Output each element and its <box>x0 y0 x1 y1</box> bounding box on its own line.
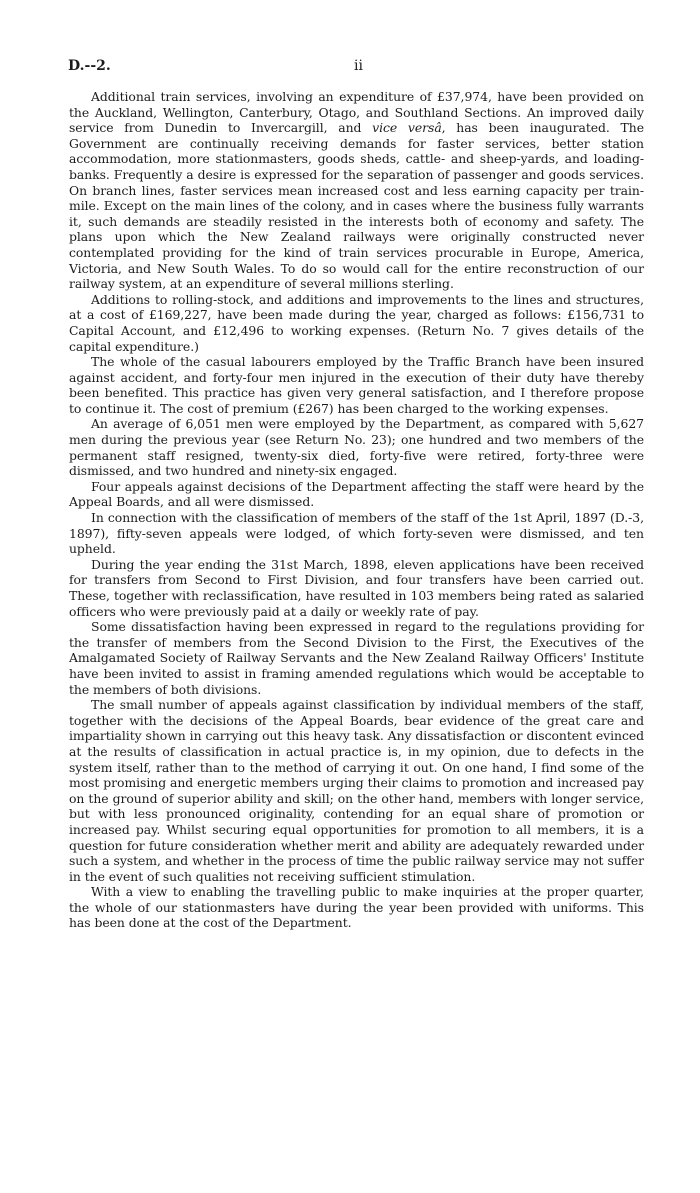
page-header <box>68 58 648 78</box>
page-number: ii <box>354 58 363 74</box>
paragraph-rolling-stock: Additions to rolling-stock, and additions and improvements to the lines and structures, at a cost of £169,227, have been made during the year, charged as follows: £156,731 to Capital Account, and £12,496 to working expenses. (Return No. 7 gives details of the capital expenditure.) <box>69 291 644 354</box>
paragraph-regulations: Some dissatisfaction having been expressed in regard to the regulations providing for the transfer of members from the Second Division to the First, the Executives of the Amalgamated Society of Railway Servants and the New Zealand Railway Officers' Institute have been invited to assist in framing amended regulations which would be acceptable to the members of both divisions. <box>69 619 644 697</box>
document-reference: D.--2. <box>68 58 111 74</box>
paragraph-staff-numbers: An average of 6,051 men were employed by the Department, as compared with 5,627 men during the previous year (see Return No. 23); one hundred and two members of the permanent staff resigned, twenty-six died, forty-five were retired, forty-three were dismissed, and two hundred and ninety-six engaged. <box>69 416 644 479</box>
paragraph-transfers: During the year ending the 31st March, 1898, eleven applications have been received for transfers from Second to First Division, and four transfers have been carried out. These, together with reclassification, have resulted in 103 members being rated as salaried officers who were previously paid at a daily or weekly rate of pay. <box>69 556 644 619</box>
italic-phrase: vice versâ <box>372 120 442 136</box>
paragraph-appeals-classification: The small number of appeals against classification by individual members of the staff, together with the decisions of the Appeal Boards, bear evidence of the great care and impartiality shown in carrying out this heavy task. Any dissatisfaction or discontent evinced at the results of classification in actual practice is, in my opinion, due to defects in the system itself, rather than to the method of carrying it out. On one hand, I find some of the most promising and energetic members urging their claims to promotion and increased pay on the ground of superior ability and skill; on the other hand, members with longer service, but with less pronounced originality, contending for an equal share of promotion or increased pay. Whilst securing equal opportunities for promotion to all members, it is a question for future consideration whether merit and ability are adequately rewarded under such a system, and whether in the process of time the public railway service may not suffer in the event of such qualities not receiving sufficient stimulation. <box>69 697 644 884</box>
paragraph-uniforms: With a view to enabling the travelling public to make inquiries at the proper quarter, the whole of our stationmasters have during the year been provided with uniforms. This has been done at the cost of the Department. <box>69 884 644 931</box>
paragraph-classification: In connection with the classification of members of the staff of the 1st April, 1897 (D.-3, 1897), fifty-seven appeals were lodged, of which forty-seven were dismissed, and ten upheld. <box>69 510 644 557</box>
paragraph-text: Additional train services, involving an expenditure of £37,974, have been provided on the Auckland, Wellington, Canterbury, Otago, and Southland Sections. An improved daily service from Dunedin to Invercargill, and <box>69 89 644 136</box>
paragraph-text: , has been inaugurated. The Government are continually receiving demands for faster services, better station accommodation, more stationmasters, goods sheds, cattle- and sheep-yards, and loading-banks. Frequently a desire is expressed for the separation of passenger and goods services. On branch lines, faster services mean increased cost and less earning capacity per train-mile. Except on the main lines of the colony, and in cases where the business fully warrants it, such demands are steadily resisted in the interests both of economy and safety. The plans upon which the New Zealand railways were originally constructed never contemplated providing for the kind of train services procurable in Europe, America, Victoria, and New South Wales. To do so would call for the entire reconstruction of our railway system, at an expenditure of several millions sterling. <box>69 120 644 292</box>
paragraph-train-services <box>69 89 644 292</box>
paragraph-casual-labourers: The whole of the casual labourers employed by the Traffic Branch have been insured against accident, and forty-four men injured in the execution of their duty have thereby been benefited. This practice has given very general satisfaction, and I therefore propose to continue it. The cost of premium (£267) has been charged to the working expenses. <box>69 354 644 416</box>
body-text <box>69 89 644 931</box>
paragraph-appeals: Four appeals against decisions of the Department affecting the staff were heard by the Appeal Boards, and all were dismissed. <box>69 478 644 510</box>
